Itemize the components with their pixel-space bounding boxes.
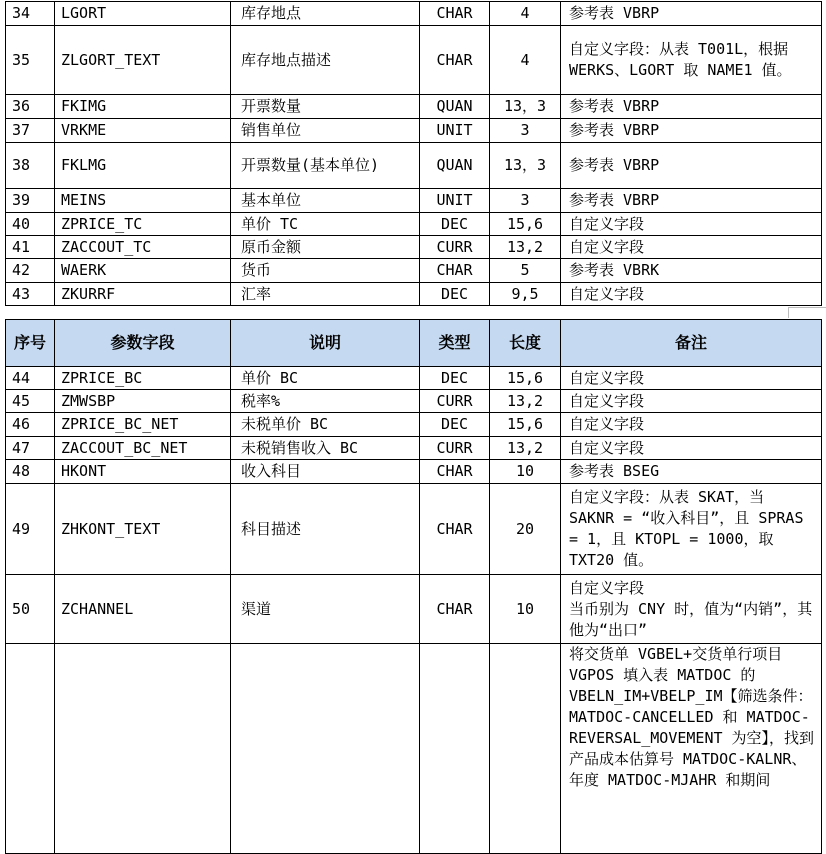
table-row (6, 367, 822, 390)
desc-cell: 原币金额 (231, 236, 420, 259)
seq-cell: 40 (6, 213, 55, 236)
desc-cell: 库存地点描述 (231, 26, 420, 95)
note-cell: 参考表 VBRP (561, 189, 822, 213)
desc-cell: 销售单位 (231, 119, 420, 143)
type-cell: UNIT (420, 119, 490, 143)
desc-cell: 开票数量(基本单位) (231, 143, 420, 189)
type-cell: DEC (420, 213, 490, 236)
note-cell: 参考表 VBRP (561, 143, 822, 189)
note-cell: 自定义字段 (561, 413, 822, 437)
table-row (6, 189, 822, 213)
desc-cell: 未税销售收入 BC (231, 437, 420, 460)
field-cell: ZACCOUT_BC_NET (55, 437, 231, 460)
seq-cell: 35 (6, 26, 55, 95)
note-cell: 自定义字段 (561, 437, 822, 460)
field-cell: ZCHANNEL (55, 575, 231, 644)
note-cell: 自定义字段 (561, 283, 822, 306)
table-row (6, 390, 822, 413)
field-cell: MEINS (55, 189, 231, 213)
seq-cell: 47 (6, 437, 55, 460)
header-seq: 序号 (6, 320, 55, 367)
length-cell: 9,5 (490, 283, 561, 306)
field-cell: LGORT (55, 2, 231, 26)
seq-cell: 44 (6, 367, 55, 390)
note-cell: 参考表 VBRP (561, 119, 822, 143)
note-line: 当币别为 CNY 时，值为“内销”，其他为“出口” (569, 599, 813, 639)
note-cell: 将交货单 VGBEL+交货单行项目 VGPOS 填入表 MATDOC 的 VBELN_IM+VBELP_IM【筛选条件：MATDOC-CANCELLED 和 MATDOC-REVERSAL_MOVEMENT 为空】，找到产品成本估算号 MATDOC-KALNR、年度 MATDOC-MJAHR 和期间 (561, 644, 822, 854)
seq-cell: 49 (6, 484, 55, 575)
desc-cell: 渠道 (231, 575, 420, 644)
desc-cell: 汇率 (231, 283, 420, 306)
desc-cell: 单价 TC (231, 213, 420, 236)
note-cell: 自定义字段 (561, 213, 822, 236)
length-cell (490, 644, 561, 854)
seq-cell: 37 (6, 119, 55, 143)
field-table-continued (5, 1, 822, 306)
table-row (6, 644, 822, 854)
length-cell: 20 (490, 484, 561, 575)
header-note: 备注 (561, 320, 822, 367)
field-cell: ZKURRF (55, 283, 231, 306)
field-table (5, 319, 822, 854)
length-cell: 4 (490, 2, 561, 26)
type-cell: DEC (420, 413, 490, 437)
table-row (6, 26, 822, 95)
note-cell: 自定义字段 (561, 236, 822, 259)
type-cell: CHAR (420, 2, 490, 26)
seq-cell: 41 (6, 236, 55, 259)
table-row (6, 259, 822, 283)
type-cell: DEC (420, 283, 490, 306)
desc-cell: 收入科目 (231, 460, 420, 484)
table-row (6, 484, 822, 575)
length-cell: 13，3 (490, 95, 561, 119)
field-cell: ZACCOUT_TC (55, 236, 231, 259)
length-cell: 5 (490, 259, 561, 283)
type-cell: CURR (420, 236, 490, 259)
length-cell: 3 (490, 189, 561, 213)
table-row (6, 437, 822, 460)
field-cell: ZMWSBP (55, 390, 231, 413)
seq-cell: 39 (6, 189, 55, 213)
note-cell: 自定义字段 (561, 367, 822, 390)
table-row (6, 119, 822, 143)
desc-cell (231, 644, 420, 854)
note-cell: 参考表 VBRP (561, 95, 822, 119)
table-row (6, 460, 822, 484)
table-row (6, 2, 822, 26)
length-cell: 13,2 (490, 236, 561, 259)
length-cell: 13,2 (490, 390, 561, 413)
seq-cell: 46 (6, 413, 55, 437)
desc-cell: 货币 (231, 259, 420, 283)
length-cell: 10 (490, 460, 561, 484)
type-cell: CHAR (420, 460, 490, 484)
type-cell: CURR (420, 437, 490, 460)
page-break-mark (788, 307, 826, 318)
seq-cell: 48 (6, 460, 55, 484)
field-cell (55, 644, 231, 854)
note-cell: 参考表 VBRK (561, 259, 822, 283)
header-desc: 说明 (231, 320, 420, 367)
note-cell: 自定义字段：从表 SKAT，当 SAKNR = “收入科目”，且 SPRAS = 1，且 KTOPL = 1000，取 TXT20 值。 (561, 484, 822, 575)
note-cell: 参考表 BSEG (561, 460, 822, 484)
seq-cell (6, 644, 55, 854)
length-cell: 15,6 (490, 413, 561, 437)
desc-cell: 基本单位 (231, 189, 420, 213)
seq-cell: 36 (6, 95, 55, 119)
table-row (6, 213, 822, 236)
type-cell: CHAR (420, 259, 490, 283)
note-cell: 参考表 VBRP (561, 2, 822, 26)
seq-cell: 34 (6, 2, 55, 26)
type-cell (420, 644, 490, 854)
length-cell: 15,6 (490, 213, 561, 236)
table-row (6, 283, 822, 306)
field-cell: ZPRICE_TC (55, 213, 231, 236)
desc-cell: 单价 BC (231, 367, 420, 390)
field-cell: ZPRICE_BC (55, 367, 231, 390)
type-cell: QUAN (420, 143, 490, 189)
type-cell: UNIT (420, 189, 490, 213)
field-cell: FKLMG (55, 143, 231, 189)
field-cell: ZHKONT_TEXT (55, 484, 231, 575)
length-cell: 10 (490, 575, 561, 644)
field-cell: ZLGORT_TEXT (55, 26, 231, 95)
type-cell: CHAR (420, 575, 490, 644)
note-cell: 自定义字段：从表 T001L，根据 WERKS、LGORT 取 NAME1 值。 (561, 26, 822, 95)
desc-cell: 未税单价 BC (231, 413, 420, 437)
seq-cell: 42 (6, 259, 55, 283)
type-cell: CURR (420, 390, 490, 413)
header-field: 参数字段 (55, 320, 231, 367)
seq-cell: 43 (6, 283, 55, 306)
field-cell: WAERK (55, 259, 231, 283)
table-row (6, 143, 822, 189)
length-cell: 15,6 (490, 367, 561, 390)
header-length: 长度 (490, 320, 561, 367)
field-cell: VRKME (55, 119, 231, 143)
note-line: 自定义字段 (569, 578, 645, 597)
length-cell: 13,2 (490, 437, 561, 460)
type-cell: DEC (420, 367, 490, 390)
length-cell: 3 (490, 119, 561, 143)
table-header-row (6, 320, 822, 367)
desc-cell: 税率% (231, 390, 420, 413)
length-cell: 13，3 (490, 143, 561, 189)
field-cell: FKIMG (55, 95, 231, 119)
table-row (6, 236, 822, 259)
type-cell: QUAN (420, 95, 490, 119)
table-row (6, 575, 822, 644)
length-cell: 4 (490, 26, 561, 95)
seq-cell: 50 (6, 575, 55, 644)
table-row (6, 413, 822, 437)
field-cell: HKONT (55, 460, 231, 484)
table-row (6, 95, 822, 119)
desc-cell: 库存地点 (231, 2, 420, 26)
desc-cell: 开票数量 (231, 95, 420, 119)
header-type: 类型 (420, 320, 490, 367)
desc-cell: 科目描述 (231, 484, 420, 575)
field-cell: ZPRICE_BC_NET (55, 413, 231, 437)
seq-cell: 38 (6, 143, 55, 189)
type-cell: CHAR (420, 484, 490, 575)
type-cell: CHAR (420, 26, 490, 95)
seq-cell: 45 (6, 390, 55, 413)
note-cell: 自定义字段 (561, 390, 822, 413)
note-cell (561, 575, 822, 644)
